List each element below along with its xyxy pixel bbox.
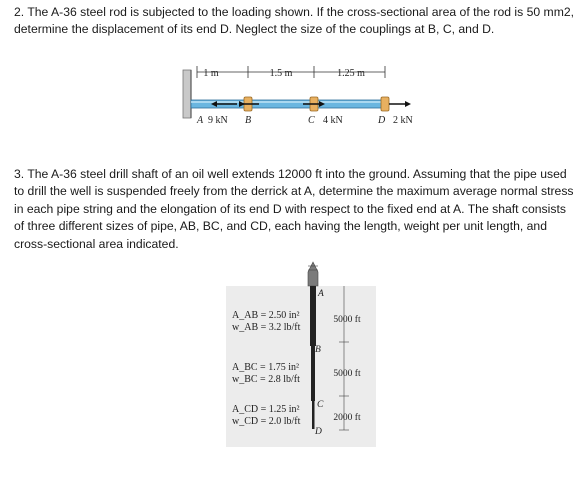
label-b: B: [245, 115, 252, 126]
problem-3-text: 3. The A-36 steel drill shaft of an oil well extends 12000 ft into the ground. Assuming that the pipe used to drill the well is suspended freely from the derrick at A, determine the maximum average normal stress in each pipe string and the elongation of its end D with respect to the fixed end at A. The shaft consists of three different sizes of pipe, AB, BC, and CD, each having the length, weight per unit length, and cross-sectional area indicated.: [14, 167, 574, 251]
point-c: C: [317, 400, 324, 410]
length-cd: 2000 ft: [333, 413, 361, 423]
weight-cd: w_CD = 2.0 lb/ft: [232, 416, 301, 427]
dim-ab: 1 m: [203, 68, 219, 79]
drill-shaft-figure: [226, 262, 376, 447]
rod-loading-figure: [175, 60, 435, 130]
pipe-cd: [312, 401, 315, 429]
dim-cd: 1.25 m: [337, 68, 365, 79]
area-cd: A_CD = 1.25 in²: [232, 404, 300, 415]
label-c: C: [308, 115, 315, 126]
problem-2-text: 2. The A-36 steel rod is subjected to the loading shown. If the cross-sectional area of the rod is 50 mm2, determine the displacement of its end D. Neglect the size of the couplings at B, C, and D.: [14, 5, 575, 37]
load-a: 9 kN: [208, 115, 228, 126]
label-d: D: [378, 115, 386, 126]
load-c: 4 kN: [323, 115, 343, 126]
pipe-ab: [310, 286, 316, 346]
coupling-d: [381, 97, 389, 111]
fixed-wall: [183, 70, 191, 118]
length-ab: 5000 ft: [333, 315, 361, 325]
weight-ab: w_AB = 3.2 lb/ft: [232, 322, 301, 333]
label-a: A: [197, 115, 204, 126]
load-d: 2 kN: [393, 115, 413, 126]
area-ab: A_AB = 2.50 in²: [232, 310, 300, 321]
point-a: A: [318, 289, 324, 299]
length-bc: 5000 ft: [333, 369, 361, 379]
point-b: B: [315, 345, 321, 355]
derrick-cap: [308, 262, 318, 286]
area-bc: A_BC = 1.75 in²: [232, 362, 299, 373]
weight-bc: w_BC = 2.8 lb/ft: [232, 374, 300, 385]
dim-bc: 1.5 m: [269, 68, 293, 79]
point-d: D: [315, 427, 322, 437]
